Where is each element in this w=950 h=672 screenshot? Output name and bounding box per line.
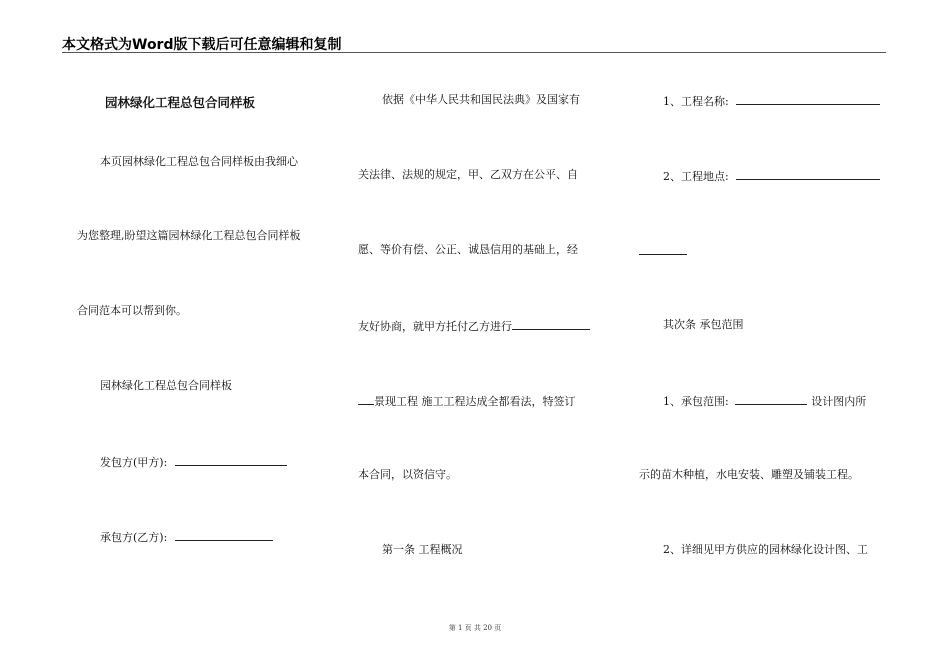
party-a-blank: [175, 454, 287, 466]
article-2-heading: 其次条 承包范围: [663, 318, 744, 331]
header-divider: [62, 52, 886, 53]
intro-line-3: 合同范本可以帮到你。: [77, 304, 187, 317]
party-a-label: 发包方(甲方):: [100, 456, 168, 469]
scope-suffix: 设计图内所: [811, 395, 867, 408]
preamble-line-4: [358, 318, 590, 334]
project-location-label: 2、工程地点:: [663, 170, 729, 183]
contract-subtitle: 园林绿化工程总包合同样板: [100, 379, 232, 392]
scope-line-2: 示的苗木种植，水电安装、雕塑及铺装工程。: [639, 468, 859, 481]
scope-line-1: [663, 393, 866, 409]
project-name-blank: [736, 93, 880, 105]
party-b-line: [100, 529, 273, 545]
article-1-heading: 第一条 工程概况: [382, 543, 463, 556]
project-name-label: 1、工程名称:: [663, 95, 729, 108]
page-number: 第 1 页 共 20 页: [448, 624, 502, 632]
intro-line-2: 为您整理,盼望这篇园林绿化工程总包合同样板: [77, 229, 301, 242]
preamble-line-3: 愿、等价有偿、公正、诚恳信用的基础上，经: [358, 243, 578, 256]
preamble-line-2: 关法律、法规的规定，甲、乙双方在公平、自: [358, 168, 578, 181]
party-b-label: 承包方(乙方):: [100, 531, 168, 544]
project-location-blank: [736, 168, 880, 180]
project-type-blank-cont: [358, 393, 374, 405]
project-name-line: [663, 93, 880, 109]
project-location-line-2: [639, 243, 687, 259]
preamble-line-4-text: 友好协商，就甲方托付乙方进行: [358, 320, 512, 333]
intro-line-1: 本页园林绿化工程总包合同样板由我细心: [100, 155, 298, 168]
project-location-blank-cont: [639, 243, 687, 255]
preamble-line-6: 本合同，以资信守。: [358, 468, 457, 481]
project-location-line: [663, 168, 880, 184]
party-a-line: [100, 454, 287, 470]
party-b-blank: [175, 529, 273, 541]
document-header: 本文格式为Word版下载后可任意编辑和复制: [62, 37, 342, 53]
preamble-line-1: 依据《中华人民共和国民法典》及国家有: [382, 93, 580, 106]
project-type-blank: [512, 318, 590, 330]
preamble-line-5: [358, 393, 576, 409]
scope-label: 1、承包范围:: [663, 395, 729, 408]
preamble-line-5-text: 景现工程 施工工程达成全都看法，特签订: [374, 395, 576, 408]
scope-blank: [735, 393, 807, 405]
document-title: 园林绿化工程总包合同样板: [105, 95, 256, 110]
scope-detail-line: 2、详细见甲方供应的园林绿化设计图、工: [663, 543, 868, 556]
